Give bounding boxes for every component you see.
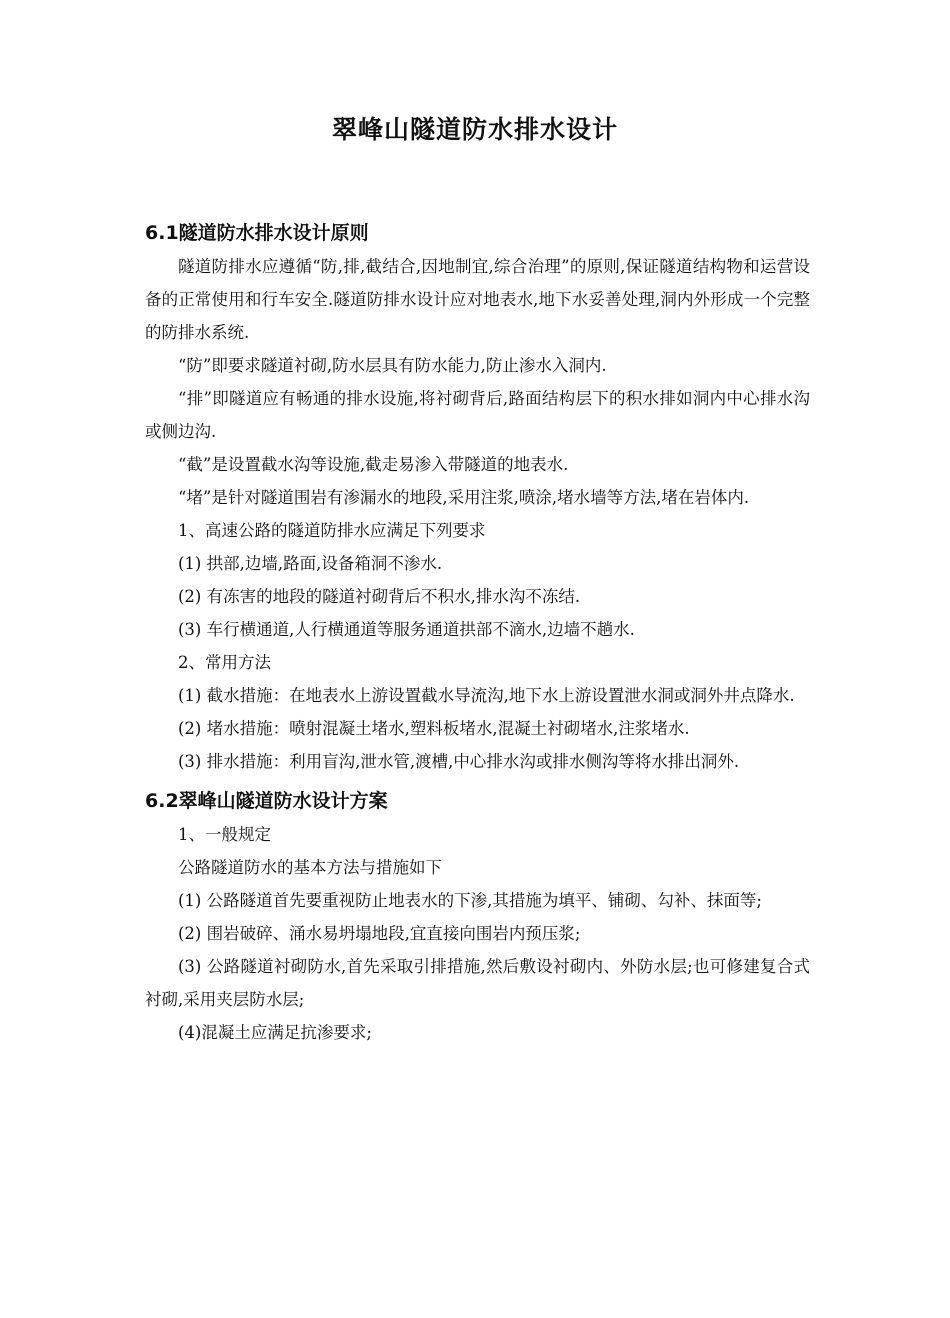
list-item: (1) 拱部,边墙,路面,设备箱洞不渗水. — [178, 554, 443, 573]
list-item: (1) 公路隧道首先要重视防止地表水的下渗,其措施为填平、铺砌、勾补、抹面等; — [178, 891, 762, 910]
section-6-1 — [145, 216, 810, 778]
paragraph: “截”是设置截水沟等设施,截走易渗入带隧道的地表水. — [178, 455, 569, 474]
paragraph: “堵”是针对隧道围岩有渗漏水的地段,采用注浆,喷涂,堵水墙等方法,堵在岩体内. — [178, 488, 750, 507]
paragraph: “防”即要求隧道衬砌,防水层具有防水能力,防止渗水入洞内. — [178, 356, 607, 375]
list-heading: 2、常用方法 — [178, 653, 271, 672]
section-6-2 — [145, 784, 810, 1049]
list-item: (3) 车行横通道,人行横通道等服务通道拱部不滴水,边墙不趟水. — [178, 620, 635, 639]
list-item: (3) 排水措施：利用盲沟,泄水管,渡槽,中心排水沟或排水侧沟等将水排出洞外. — [178, 752, 740, 771]
document-body — [145, 216, 810, 1049]
list-item: (1) 截水措施：在地表水上游设置截水导流沟,地下水上游设置泄水洞或洞外井点降水. — [178, 686, 795, 705]
list-item: (2) 堵水措施：喷射混凝土堵水,塑料板堵水,混凝土衬砌堵水,注浆堵水. — [178, 719, 690, 738]
paragraph: “排”即隧道应有畅通的排水设施,将衬砌背后,路面结构层下的积水排如洞内中心排水沟或侧边沟. — [145, 389, 810, 441]
section-heading: 6.2翠峰山隧道防水设计方案 — [145, 790, 388, 812]
section-heading: 6.1隧道防水排水设计原则 — [145, 222, 369, 244]
list-item: (4)混凝土应满足抗渗要求; — [178, 1023, 372, 1042]
paragraph: 公路隧道防水的基本方法与措施如下 — [178, 858, 442, 877]
list-item: (2) 有冻害的地段的隧道衬砌背后不积水,排水沟不冻结. — [178, 587, 581, 606]
list-heading: 1、一般规定 — [178, 825, 271, 844]
list-item: (2) 围岩破碎、涌水易坍塌地段,宜直接向围岩内预压浆; — [178, 924, 581, 943]
paragraph: 隧道防排水应遵循“防,排,截结合,因地制宜,综合治理”的原则,保证隧道结构物和运营设备的正常使用和行车安全.隧道防排水设计应对地表水,地下水妥善处理,洞内外形成一个完整的防排水系统. — [145, 257, 810, 342]
list-item: (3) 公路隧道衬砌防水,首先采取引排措施,然后敷设衬砌内、外防水层;也可修建复合式衬砌,采用夹层防水层; — [145, 957, 810, 1009]
document-title: 翠峰山隧道防水排水设计 — [331, 115, 618, 144]
list-heading: 1、高速公路的隧道防排水应满足下列要求 — [178, 521, 486, 540]
